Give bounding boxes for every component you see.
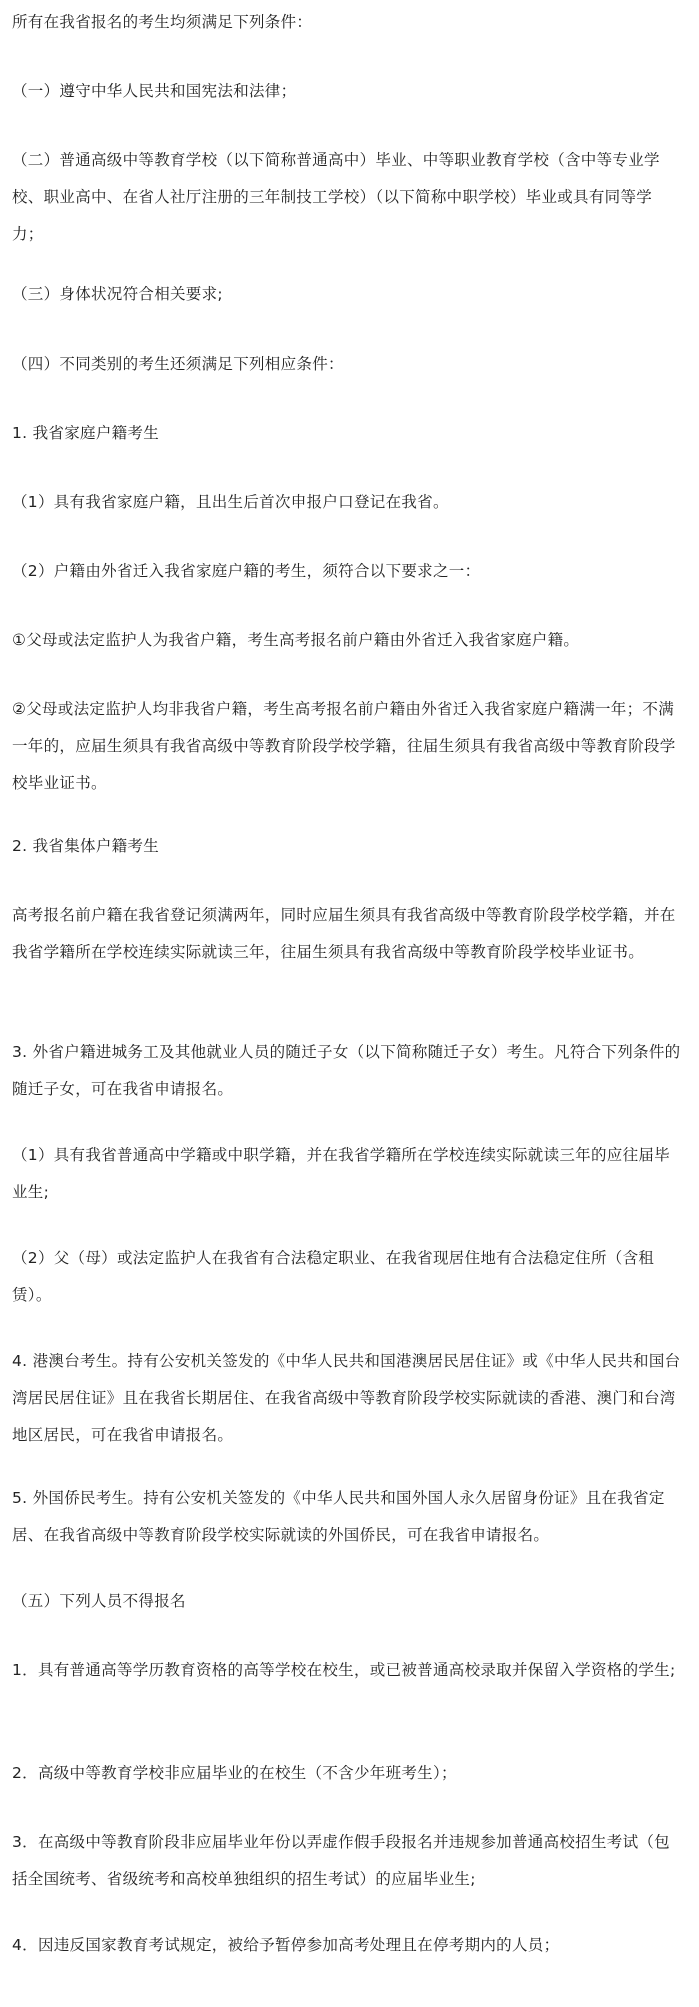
section-heading-3: 3. 外省户籍进城务工及其他就业人员的随迁子女（以下简称随迁子女）考生。凡符合下列条件的随迁子女，可在我省申请报名。 bbox=[12, 1043, 681, 1098]
sub-item-1-1: （1）具有我省家庭户籍，且出生后首次申报户口登记在我省。 bbox=[12, 493, 449, 511]
section-heading-5: 5. 外国侨民考生。持有公安机关签发的《中华人民共和国外国人永久居留身份证》且在我省定居、在我省高级中等教育阶段学校实际就读的外国侨民，可在我省申请报名。 bbox=[12, 1489, 665, 1544]
exclusion-1: 1．具有普通高等学历教育资格的高等学校在校生，或已被普通高校录取并保留入学资格的学生; bbox=[12, 1661, 676, 1679]
sub-item-3-1: （1）具有我省普通高中学籍或中职学籍，并在我省学籍所在学校连续实际就读三年的应往届毕业生; bbox=[12, 1146, 670, 1201]
exclusion-4: 4．因违反国家教育考试规定，被给予暂停参加高考处理且在停考期内的人员； bbox=[12, 1936, 560, 1954]
condition-3: （三）身体状况符合相关要求; bbox=[12, 285, 223, 303]
condition-2: （二）普通高级中等教育学校（以下简称普通高中）毕业、中等职业教育学校（含中等专业学校、职业高中、在省人社厅注册的三年制技工学校）（以下简称中职学校）毕业或具有同等学力； bbox=[12, 151, 660, 243]
section-heading-2: 2. 我省集体户籍考生 bbox=[12, 837, 160, 855]
section-2-body: 高考报名前户籍在我省登记须满两年，同时应届生须具有我省高级中等教育阶段学校学籍，并在我省学籍所在学校连续实际就读三年，往届生须具有我省高级中等教育阶段学校毕业证书。 bbox=[12, 906, 676, 961]
condition-5: （五）下列人员不得报名 bbox=[12, 1592, 186, 1610]
section-heading-4: 4. 港澳台考生。持有公安机关签发的《中华人民共和国港澳居民居住证》或《中华人民共和国台湾居民居住证》且在我省长期居住、在我省高级中等教育阶段学校实际就读的香港、澳门和台湾地区居民，可在我省申请报名。 bbox=[12, 1352, 681, 1444]
sub-item-1-2: （2）户籍由外省迁入我省家庭户籍的考生，须符合以下要求之一： bbox=[12, 562, 481, 580]
condition-4: （四）不同类别的考生还须满足下列相应条件： bbox=[12, 355, 344, 373]
intro-paragraph: 所有在我省报名的考生均须满足下列条件： bbox=[12, 13, 313, 31]
condition-1: （一）遵守中华人民共和国宪法和法律； bbox=[12, 82, 297, 100]
exclusion-3: 3．在高级中等教育阶段非应届毕业年份以弄虚作假手段报名并违规参加普通高校招生考试（包括全国统考、省级统考和高校单独组织的招生考试）的应届毕业生; bbox=[12, 1833, 670, 1888]
sub-item-1-2-a: ①父母或法定监护人为我省户籍，考生高考报名前户籍由外省迁入我省家庭户籍。 bbox=[12, 631, 580, 649]
sub-item-1-2-b: ②父母或法定监护人均非我省户籍，考生高考报名前户籍由外省迁入我省家庭户籍满一年；不满一年的，应届生须具有我省高级中等教育阶段学校学籍，往届生须具有我省高级中等教育阶段学校毕业证书。 bbox=[12, 700, 676, 792]
section-heading-1: 1. 我省家庭户籍考生 bbox=[12, 424, 160, 442]
sub-item-3-2: （2）父（母）或法定监护人在我省有合法稳定职业、在我省现居住地有合法稳定住所（含租赁）。 bbox=[12, 1249, 655, 1304]
exclusion-2: 2．高级中等教育学校非应届毕业的在校生（不含少年班考生）； bbox=[12, 1764, 457, 1782]
